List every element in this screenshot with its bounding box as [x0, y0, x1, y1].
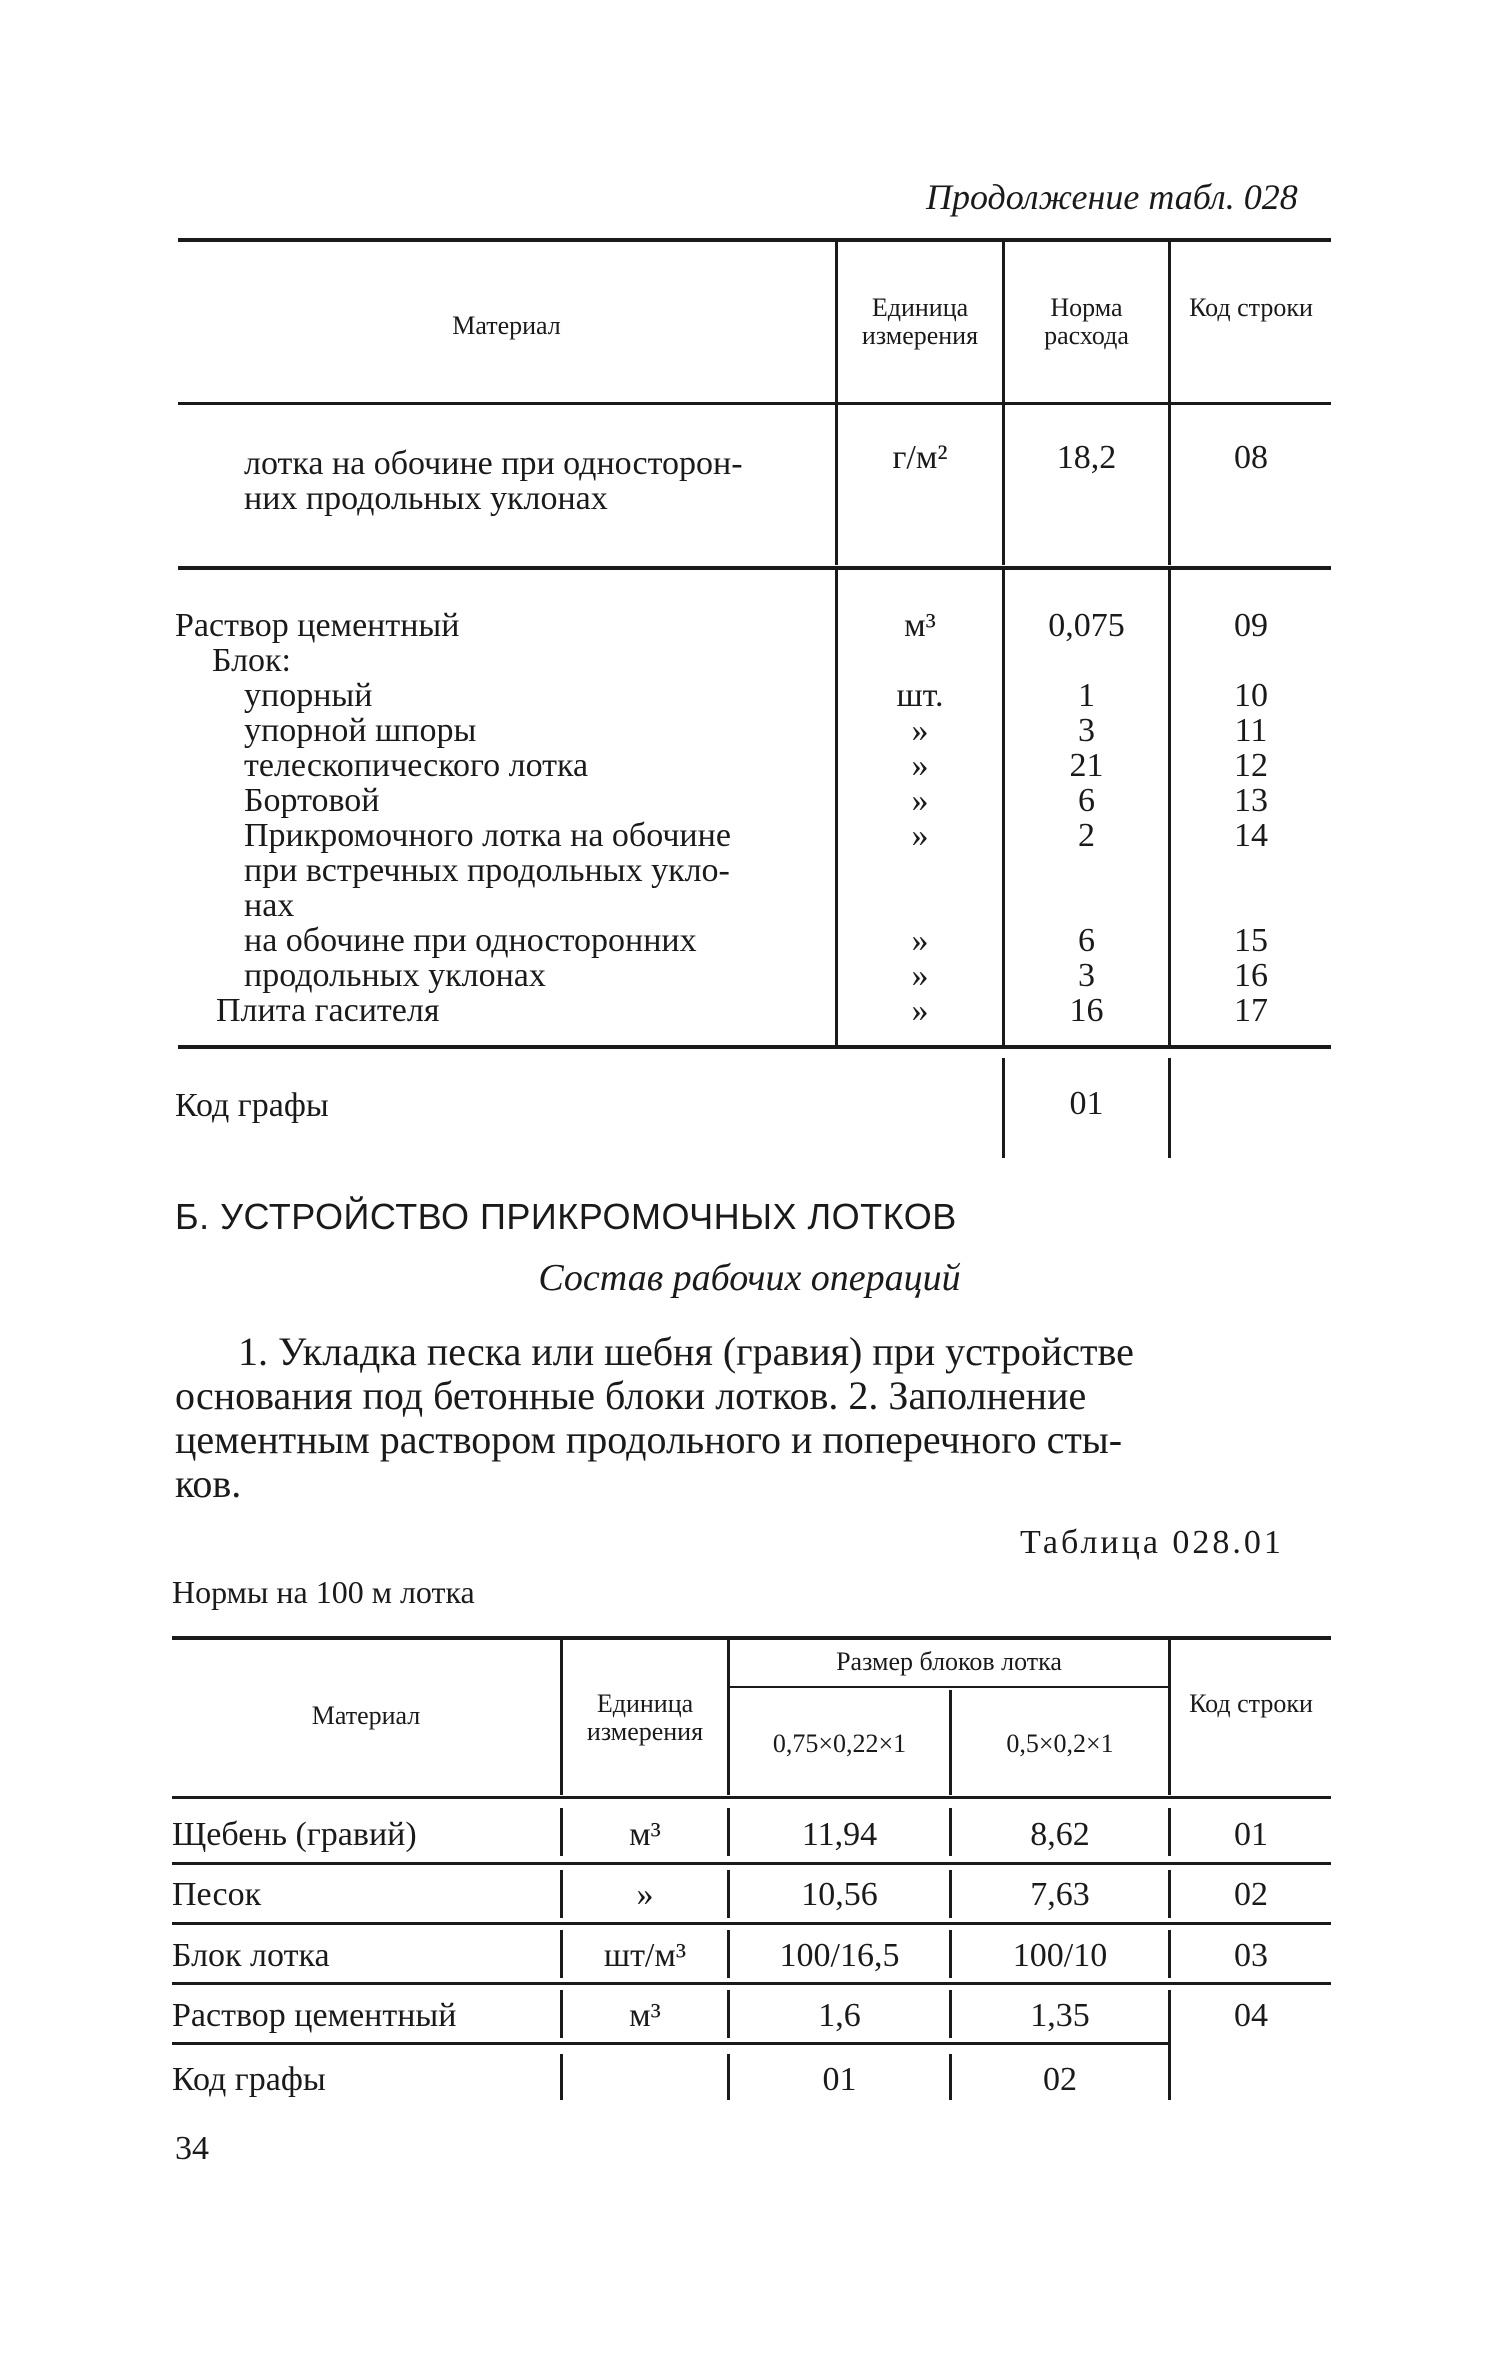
norms-caption: Нормы на 100 м лотка	[172, 1574, 475, 1610]
table-2-row-unit: м³	[629, 1997, 661, 2034]
table-1-norm: 3	[1078, 957, 1095, 994]
table-2-divider	[560, 2054, 563, 2100]
table-1-unit: м³	[904, 607, 936, 644]
table-2-row-unit: шт/м³	[603, 1937, 687, 1974]
table-1-unit: »	[911, 747, 929, 784]
table-1-s1-unit: г/м²	[892, 439, 948, 476]
table-1-s1-norm: 18,2	[1056, 439, 1117, 476]
page-number: 34	[175, 2130, 209, 2167]
table-2-row-material: Блок лотка	[172, 1937, 330, 1974]
table-1-norm: 6	[1078, 782, 1095, 819]
section-title: Б. УСТРОЙСТВО ПРИКРОМОЧНЫХ ЛОТКОВ	[175, 1196, 957, 1237]
table-2-row-value-1: 10,56	[801, 1876, 878, 1913]
paragraph-line: цементным раствором продольного и поперечного сты-	[175, 1417, 1123, 1462]
table-1-norm: 16	[1069, 992, 1104, 1029]
table-2-row-rule	[172, 2042, 1168, 2045]
table-1-unit: »	[911, 817, 929, 854]
table-1-code: 11	[1234, 712, 1268, 749]
table-1-s1-code: 08	[1234, 439, 1268, 476]
table-1-norm: 21	[1069, 747, 1104, 784]
table-2-row-value-2: 1,35	[1030, 1997, 1090, 2034]
table-1-material-line: Бортовой	[244, 782, 380, 819]
table-2-header-block-size: Размер блоков лотка	[836, 1647, 1062, 1676]
table-2-graph-code: 02	[1043, 2061, 1077, 2098]
table-2-row-material: Песок	[172, 1876, 262, 1913]
table-1-divider	[835, 405, 838, 565]
table-1-material-line: Блок:	[212, 642, 292, 679]
paragraph-line: основания под бетонные блоки лотков. 2. Заполнение	[175, 1373, 1087, 1418]
table-1-graph-code-value: 01	[1069, 1085, 1104, 1122]
table-1-norm: 0,075	[1048, 607, 1125, 644]
table-1-code: 12	[1234, 747, 1268, 784]
table-2-header-size-2: 0,5×0,2×1	[1006, 1729, 1114, 1758]
table-1-norm: 6	[1078, 922, 1095, 959]
table-2-row-unit: »	[636, 1876, 654, 1913]
table-1-unit: »	[911, 957, 929, 994]
table-2-row-unit: м³	[629, 1816, 661, 1853]
table-1-unit: »	[911, 712, 929, 749]
table-2-graph-code: 01	[822, 2061, 857, 2098]
table-1-material-line: упорной шпоры	[244, 712, 477, 749]
table-1-code: 14	[1234, 817, 1268, 854]
table-1-material-line: Раствор цементный	[175, 607, 460, 644]
table-2-row-code: 03	[1234, 1937, 1268, 1974]
table-1-code: 15	[1234, 922, 1268, 959]
table-1-graph-code-label: Код графы	[175, 1087, 329, 1124]
table-1-divider	[1168, 1058, 1171, 1158]
table-1-code: 13	[1234, 782, 1268, 819]
table-1-material-line: при встречных продольных укло-	[244, 852, 730, 889]
table-2-row-value-2: 8,62	[1030, 1816, 1090, 1853]
continuation-label: Продолжение табл. 028	[926, 177, 1298, 217]
table-1-code: 09	[1234, 607, 1268, 644]
table-1-code: 17	[1234, 992, 1268, 1029]
table-2-subheader-rule	[730, 1686, 1168, 1688]
table-2-row-material: Раствор цементный	[172, 1997, 457, 2034]
table-2-row-value-2: 7,63	[1030, 1876, 1090, 1913]
table-label: Таблица 028.01	[1020, 1524, 1284, 1561]
table-1-unit: »	[911, 922, 929, 959]
table-2-header-code: Код строки	[1189, 1689, 1313, 1718]
table-1-header-rule	[178, 402, 1331, 405]
table-1-norm: 1	[1078, 677, 1095, 714]
table-2-row-code: 02	[1234, 1876, 1268, 1913]
table-2-top-rule	[172, 1636, 1331, 1640]
table-2-header-material: Материал	[311, 1701, 421, 1730]
table-1-material-line: телескопического лотка	[244, 747, 589, 784]
table-2-header-rule	[172, 1796, 1331, 1799]
table-1-header-code: Код строки	[1189, 293, 1313, 322]
table-1-material-line: продольных уклонах	[244, 957, 546, 994]
table-1-divider	[1002, 405, 1005, 565]
table-1-unit: »	[911, 782, 929, 819]
section-subtitle: Состав рабочих операций	[538, 1257, 961, 1299]
table-1-unit: »	[911, 992, 929, 1029]
table-1-norm: 2	[1078, 817, 1095, 854]
paragraph-line: ков.	[175, 1461, 242, 1506]
table-1-material-line: нах	[244, 887, 295, 924]
table-1-top-rule	[178, 238, 1331, 242]
table-2-row-material: Щебень (гравий)	[172, 1816, 417, 1853]
table-2-row-rule	[172, 1982, 1331, 1985]
table-1-norm: 3	[1078, 712, 1095, 749]
table-1-header-unit: Единица измерения	[861, 293, 979, 350]
table-2-row-value-1: 1,6	[818, 1997, 861, 2034]
table-1-header-norm: Норма расхода	[1044, 293, 1129, 350]
table-1-material-line: Прикромочного лотка на обочине	[244, 817, 731, 854]
table-2-row-rule	[172, 1922, 1331, 1925]
table-1-unit: шт.	[896, 677, 944, 714]
table-1-material-line: упорный	[244, 677, 373, 714]
table-1-material-line: на обочине при односторонних	[244, 922, 697, 959]
table-1-header-material: Материал	[452, 311, 561, 340]
table-1-section-rule	[178, 566, 1331, 570]
table-1-divider	[1168, 242, 1171, 402]
table-1-bottom-rule	[178, 1045, 1331, 1049]
table-2-row-value-1: 100/16,5	[779, 1937, 900, 1974]
table-1-code: 10	[1234, 677, 1268, 714]
table-1-s1-line: них продольных уклонах	[244, 480, 608, 517]
table-2-row-code: 04	[1234, 1997, 1268, 2034]
table-1-divider	[1168, 405, 1171, 565]
table-1-code: 16	[1234, 957, 1268, 994]
table-2-header-size-1: 0,75×0,22×1	[772, 1729, 907, 1758]
paragraph-line: 1. Укладка песка или шебня (гравия) при устройстве	[238, 1329, 1134, 1374]
table-2-row-code: 01	[1234, 1816, 1268, 1853]
table-1-s1-line: лотка на обочине при односторон-	[244, 445, 743, 482]
table-1-material-line: Плита гасителя	[216, 992, 440, 1029]
table-2-row-value-2: 100/10	[1012, 1937, 1108, 1974]
table-2-graph-code-label: Код графы	[172, 2061, 326, 2098]
table-2-row-rule	[172, 1862, 1331, 1865]
table-2-row-value-1: 11,94	[801, 1816, 878, 1853]
table-2-header-unit: Единица измерения	[586, 1689, 704, 1746]
